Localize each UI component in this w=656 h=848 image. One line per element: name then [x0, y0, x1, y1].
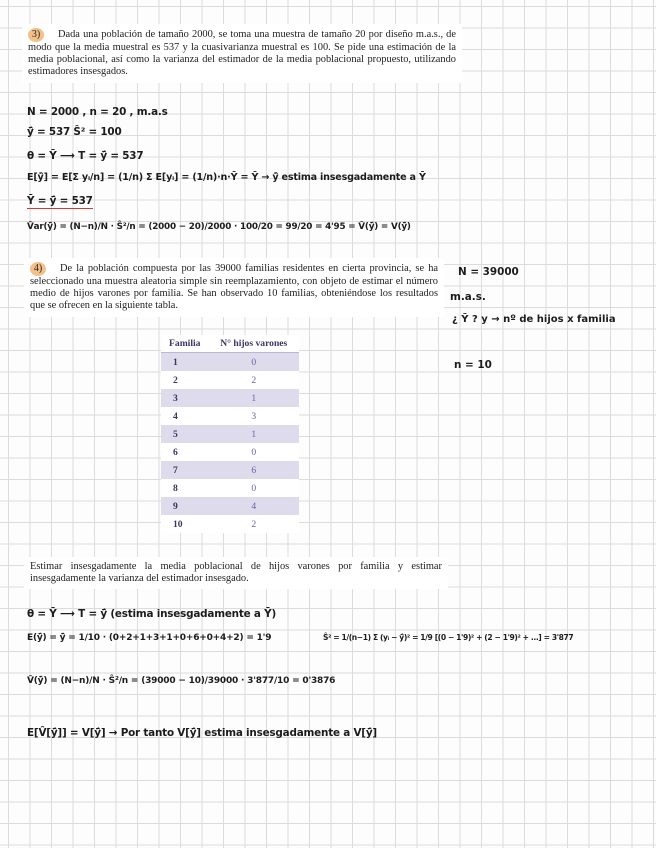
- sol4-line-4: E[V̂[ȳ̂]] = V[ȳ̂] → Por tanto V[ȳ̂] estima insesgadamente a V[ȳ̂]: [27, 727, 377, 739]
- sol4-line-2b: Ŝ² = 1/(n−1) Σ (yᵢ − ȳ̂)² = 1/9 [(0 − 1'9)² + (2 − 1'9)² + ...] = 3'877: [323, 633, 574, 642]
- table-row: 10 2: [173, 518, 257, 530]
- table-header-row: [161, 335, 299, 353]
- sol4-line-2: E(ȳ̂) = ȳ̂ = 1/10 · (0+2+1+3+1+0+6+0+4+2) = 1'9: [27, 633, 272, 643]
- sol4-line-3: V̂(ȳ̂) = (N−n)/N · Ŝ²/n = (39000 − 10)/39000 · 3'877/10 = 0'3876: [27, 676, 336, 686]
- sol3-line-2: ȳ̂ = 537 Ŝ² = 100: [27, 126, 122, 138]
- sol4-line-1: θ = Ȳ ⟶ T = ȳ̂ (estima insesgadamente a Ȳ): [27, 608, 276, 620]
- problem-4-task: Estimar insesgadamente la media poblacional de hijos varones por familia y estimar insesgadamente la varianza del estimador insesgado.: [24, 557, 448, 589]
- table-row: 9 4: [161, 497, 299, 515]
- header-familia: Familia: [161, 335, 209, 353]
- table-row: 3 1: [161, 389, 299, 407]
- sol3-line-1: N = 2000 , n = 20 , m.a.s: [27, 106, 168, 118]
- table-row: 8 0: [173, 482, 257, 494]
- table-row: 7 6: [161, 461, 299, 479]
- problem-3-text: Dada una población de tamaño 2000, se toma una muestra de tamaño 20 por diseño m.a.s., de modo que la media muestral es 537 y la cuasivarianza muestral es 100. Se pide una estimación de la media poblacional, así como la varianza del estimador de la media poblacional propuesto, utilizando estimadores insesgados.: [28, 29, 456, 78]
- sol3-line-5: Ȳ = ȳ̂ = 537: [27, 195, 93, 207]
- sol3-line-6: V̂ar(ȳ̂) = (N−n)/N · Ŝ²/n = (2000 − 20)/2000 · 100/20 = 99/20 = 4'95 = V̂(ȳ̂) = V(ȳ̂): [27, 222, 411, 232]
- sol3-line-4: E[ȳ̂] = E[Σ yᵢ/n] = (1/n) Σ E[yᵢ] = (1/n)·n·Ȳ = Ȳ → ȳ̂ estima insesgadamente a Ȳ: [27, 172, 426, 183]
- problem-4-number: 4): [30, 262, 46, 276]
- families-table: [161, 335, 299, 533]
- table-row: 5 1: [161, 425, 299, 443]
- sol3-line-3: θ = Ȳ ⟶ T = ȳ̂ = 537: [27, 150, 144, 162]
- table-row: 6 0: [173, 446, 257, 458]
- table-row: 4 3: [173, 410, 257, 422]
- note-N: N = 39000: [458, 266, 519, 278]
- header-hijos: N° hijos varones: [209, 335, 299, 353]
- problem-3-statement: [22, 24, 462, 83]
- note-mas: m.a.s.: [450, 291, 486, 303]
- note-question: ¿ Ȳ ? y → nº de hijos x familia: [452, 314, 616, 325]
- table-row: 1 0: [161, 353, 299, 372]
- table-row: 2 2: [173, 374, 257, 386]
- note-n: n = 10: [454, 359, 492, 371]
- problem-4-statement: [24, 258, 444, 317]
- problem-3-number: 3): [28, 28, 44, 42]
- problem-4-text: De la población compuesta por las 39000 familias residentes en cierta provincia, se ha seleccionado una muestra aleatoria simple sin reemplazamiento, con objeto de estimar el número medio de hijos varones por familia. Se han observado 10 familias, obteniéndose los resultados que se ofrecen en la siguiente tabla.: [30, 263, 438, 312]
